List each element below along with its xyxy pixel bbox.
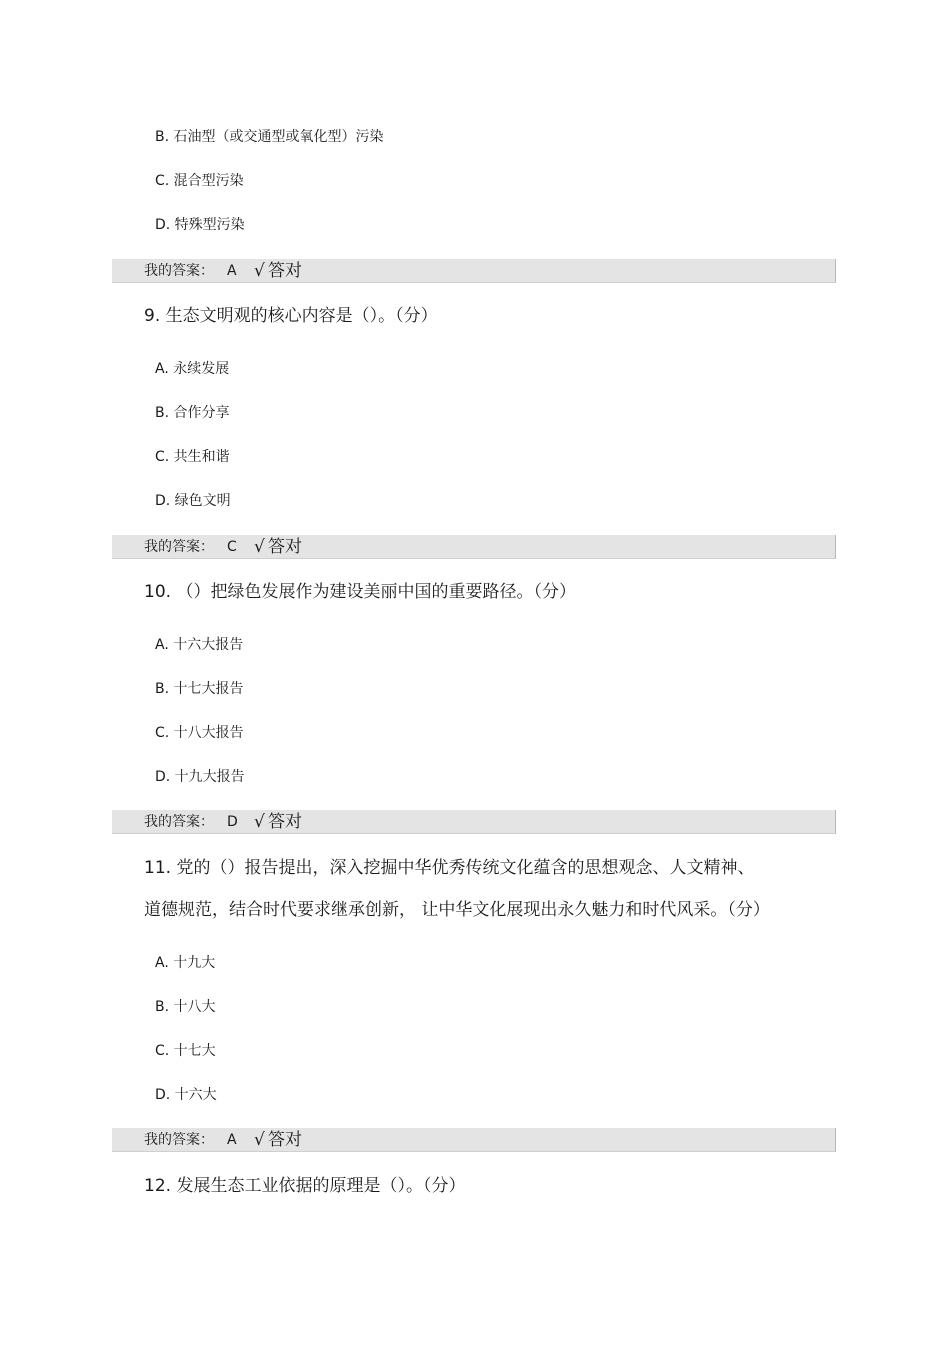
q8-option-d[interactable]: D. 特殊型污染 xyxy=(155,217,245,233)
q11-question-line1: 11. 党的（）报告提出，深入挖掘中华优秀传统文化蕴含的思想观念、人文精神、 xyxy=(144,858,755,878)
answer-result: 答对 xyxy=(268,1130,302,1150)
q9-option-d[interactable]: D. 绿色文明 xyxy=(155,493,231,509)
answer-label: 我的答案： xyxy=(144,1132,214,1148)
check-icon: √ xyxy=(254,261,265,281)
answer-label: 我的答案： xyxy=(144,539,214,555)
q8-answer-bar xyxy=(112,259,836,283)
answer-label: 我的答案： xyxy=(144,814,214,830)
answer-value: C xyxy=(227,539,237,555)
answer-result: 答对 xyxy=(268,812,302,832)
q10-option-b[interactable]: B. 十七大报告 xyxy=(155,681,244,697)
answer-result: 答对 xyxy=(268,537,302,557)
answer-value: A xyxy=(227,1132,237,1148)
q11-option-a[interactable]: A. 十九大 xyxy=(155,955,216,971)
check-icon: √ xyxy=(254,537,265,557)
q10-question: 10. （）把绿色发展作为建设美丽中国的重要路径。（分） xyxy=(144,582,576,602)
q12-question: 12. 发展生态工业依据的原理是（）。（分） xyxy=(144,1176,466,1196)
answer-result: 答对 xyxy=(268,261,302,281)
check-icon: √ xyxy=(254,1130,265,1150)
q11-option-d[interactable]: D. 十六大 xyxy=(155,1087,217,1103)
q10-option-a[interactable]: A. 十六大报告 xyxy=(155,637,244,653)
q9-option-a[interactable]: A. 永续发展 xyxy=(155,361,230,377)
answer-label: 我的答案： xyxy=(144,263,214,279)
q9-option-c[interactable]: C. 共生和谐 xyxy=(155,449,230,465)
check-icon: √ xyxy=(254,812,265,832)
q11-answer-bar xyxy=(112,1128,836,1152)
q11-option-b[interactable]: B. 十八大 xyxy=(155,999,216,1015)
q10-option-c[interactable]: C. 十八大报告 xyxy=(155,725,244,741)
q11-question-line2: 道德规范，结合时代要求继承创新， 让中华文化展现出永久魅力和时代风采。（分） xyxy=(144,900,770,920)
q10-option-d[interactable]: D. 十九大报告 xyxy=(155,769,245,785)
q9-answer-bar xyxy=(112,535,836,559)
q8-option-c[interactable]: C. 混合型污染 xyxy=(155,173,244,189)
q9-option-b[interactable]: B. 合作分享 xyxy=(155,405,230,421)
q10-answer-bar xyxy=(112,810,836,834)
answer-value: D xyxy=(227,814,238,830)
q8-option-b[interactable]: B. 石油型（或交通型或氧化型）污染 xyxy=(155,129,384,145)
q9-question: 9. 生态文明观的核心内容是（）。（分） xyxy=(144,306,438,326)
q11-option-c[interactable]: C. 十七大 xyxy=(155,1043,216,1059)
answer-value: A xyxy=(227,263,237,279)
